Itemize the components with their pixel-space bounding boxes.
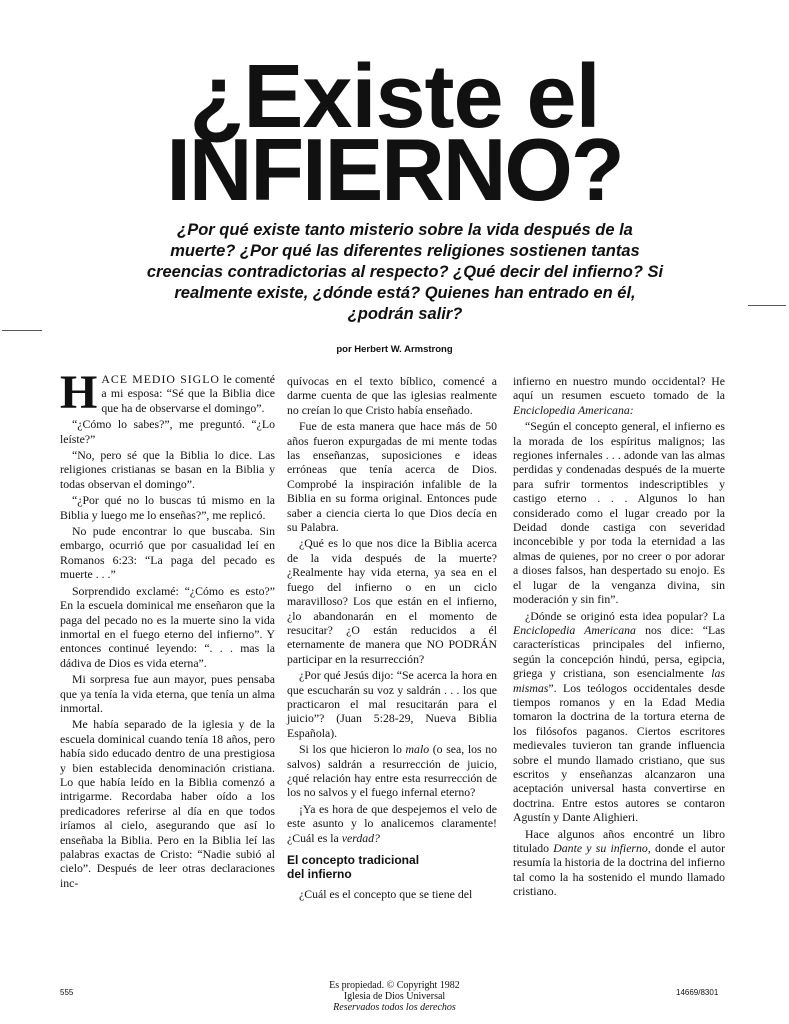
paragraph xyxy=(513,609,725,825)
lead-paragraph xyxy=(60,366,276,419)
scan-mark-left xyxy=(2,330,42,331)
paragraph xyxy=(287,802,497,845)
text-run: (o sea, los no salvos) saldrán a resurrección de juicio, ¿qué relación hay entre esta resurrección de los no salvos y el fuego infernal eterno? xyxy=(287,742,497,800)
paragraph xyxy=(287,742,497,800)
copyright-line: Es propiedad. © Copyright 1982 xyxy=(329,980,460,991)
text-run: ¿Dónde se originó esta idea popular? La xyxy=(525,608,725,623)
article-title-line1: ¿Existe el xyxy=(189,47,600,147)
subheading-line: del infierno xyxy=(287,867,352,881)
quote-paragraph: “Según el concepto general, el infierno es la morada de los espíritus malignos; las regiones infernales . . . adonde van las almas perdidas y condenadas después de la muerte para sufrir tormentos indescriptibles y castigo eterno . . . Algunos lo han considerado como el lugar creado por la Deidad donde castiga con severidad inconcebible y por toda la eternidad a las almas de quienes, por no creer o por adorar a dioses falsos, han despertado su enojo. Es el lugar de la venganza divina, sin moderación y sin fin”. xyxy=(513,419,725,607)
paragraph: Mi sorpresa fue aun mayor, pues pensaba que ya tenía la vida eterna, que tenía un alma inmortal. xyxy=(60,672,275,715)
footer-print-code: 14669/8301 xyxy=(676,988,719,997)
paragraph: Fue de esta manera que hace más de 50 años fueron expurgadas de mi mente todas las enseñanzas, suposiciones e ideas erróneas que tenía acerca de Dios. Comprobé la inspiración infalible de la Biblia en su forma original. Entonces pude saber a ciencia cierta lo que Dios decía en su Palabra. xyxy=(287,419,497,535)
paragraph: quívocas en el texto bíblico, comencé a darme cuenta de que las iglesias realmente no creían lo que Cristo había enseñado. xyxy=(287,374,497,417)
column-3 xyxy=(513,374,725,901)
text-run: ¡Ya es hora de que despejemos el velo de este asunto y lo analicemos claramente! ¿Cuál es la xyxy=(287,801,497,845)
paragraph: No pude encontrar lo que buscaba. Sin embargo, ocurrió que por casualidad leí en Romanos 6:23: “La paga del pecado es muerte . . .” xyxy=(60,524,275,582)
italic-run: verdad? xyxy=(341,830,380,845)
italic-run: Enciclopedia Americana: xyxy=(513,402,634,417)
text-run: Hace algunos años encontré un libro titulado xyxy=(513,826,725,855)
paragraph: Me había separado de la iglesia y de la escuela dominical cuando tenía 18 años, pero había sido educado dentro de una prestigiosa y bien establecida denominación cristiana. Lo que había leído en la Biblia comenzó a intrigarme. Recordaba haber oído a los predicadores referirse al día en que todos iríamos al cielo, asegurando que así lo enseñaba la Biblia. Pero en la Biblia leí las palabras exactas de Cristo: “Nadie subió al cielo”. Después de leer otras declaraciones inc- xyxy=(60,717,275,890)
paragraph-text: le comenté a mi esposa: “Sé que la Biblia dice que ha de observarse el domingo”. xyxy=(101,372,276,415)
text-run: infierno en nuestro mundo occidental? He aquí un resumen escueto tomado de la xyxy=(513,374,725,403)
copyright-line: Iglesia de Dios Universal xyxy=(343,991,446,1002)
copyright-line: Reservados todos los derechos xyxy=(333,1002,456,1013)
article-title-line2: INFIERNO? xyxy=(166,120,623,219)
lead-caps: ACE MEDIO SIGLO xyxy=(101,372,220,386)
paragraph: “¿Por qué no lo buscas tú mismo en la Biblia y luego me lo enseñas?”, me replicó. xyxy=(60,493,275,522)
paragraph: ¿Por qué Jesús dijo: “Se acerca la hora en que escucharán su voz y saldrán . . . los que practicaron el mal resucitarán para el juicio”? (Juan 5:28-29, Nueva Biblia Española). xyxy=(287,668,497,740)
paragraph xyxy=(513,374,725,417)
paragraph: ¿Qué es lo que nos dice la Biblia acerca de la vida después de la muerte? ¿Realmente hay vida eterna, ya sea en el fuego del infierno o en un ciclo maravilloso? Los que están en el infierno, ¿lo abandonarán en el momento de resucitar? ¿O están reducidos a él eternamente de manera que NO PODRÁN participar en la resurrección? xyxy=(287,536,497,666)
text-run: nos dice: “Las características principales del infierno, según la concepción hindú, persa, egipcia, griega y cristiana, son esencialmente xyxy=(513,622,725,681)
subheading-line: El concepto tradicional xyxy=(287,853,420,867)
paragraph: ¿Cuál es el concepto que se tiene del xyxy=(299,887,473,901)
copyright-notice xyxy=(0,980,789,1013)
paragraph xyxy=(513,827,725,899)
italic-run: las mismas xyxy=(513,666,725,695)
text-run: ”. Los teólogos occidentales desde tiempos romanos y en la Edad Media tomaron la doctrina de la tortura eterna de los filósofos paganos. Ciertos escritores medievales tuvieron tan grande influencia sobre el mundo llamado cristiano, que sus escritos y enseñanzas alcanzaron una aceptación universal hasta convertirse en doctrina. Entre estos autores se contaron Agustín y Dante Alighieri. xyxy=(513,680,725,825)
byline: por Herbert W. Armstrong xyxy=(336,344,453,355)
paragraph: “No, pero sé que la Biblia lo dice. Las religiones cristianas se basan en la Biblia y todas observan el domingo”. xyxy=(60,448,275,491)
italic-run: Enciclopedia Americana xyxy=(513,622,636,637)
section-subheading xyxy=(287,853,497,881)
text-run: , donde el autor resumía la historia de la doctrina del infierno tal como la ha sostenido el mundo llamado cristiano. xyxy=(513,841,725,899)
italic-run: malo xyxy=(405,742,430,757)
text-run: Si los que hicieron lo xyxy=(299,742,406,757)
footer-page-code: 555 xyxy=(60,988,74,997)
italic-run: Dante y su infierno xyxy=(553,841,648,855)
paragraph: Sorprendido exclamé: “¿Cómo es esto?” En la escuela dominical me enseñaron que la paga del pecado no es la muerte sino la vida inmortal en el fuego eterno del infierno”. Y entonces continué leyendo: “. . . mas la dádiva de Dios es vida eterna”. xyxy=(60,583,275,670)
drop-cap: H xyxy=(60,366,98,419)
article-subtitle: ¿Por qué existe tanto misterio sobre la vida después de la muerte? ¿Por qué las diferentes religiones sostienen tantas creencias contradictorias al respecto? ¿Qué decir del infierno? Si realmente existe, ¿dónde está? Quienes han entrado en él, ¿podrán salir? xyxy=(146,221,664,323)
column-1 xyxy=(60,366,276,892)
column-2 xyxy=(287,374,497,903)
paragraph: “¿Cómo lo sabes?”, me preguntó. “¿Lo leíste?” xyxy=(60,417,275,446)
scan-mark-right xyxy=(748,305,786,306)
